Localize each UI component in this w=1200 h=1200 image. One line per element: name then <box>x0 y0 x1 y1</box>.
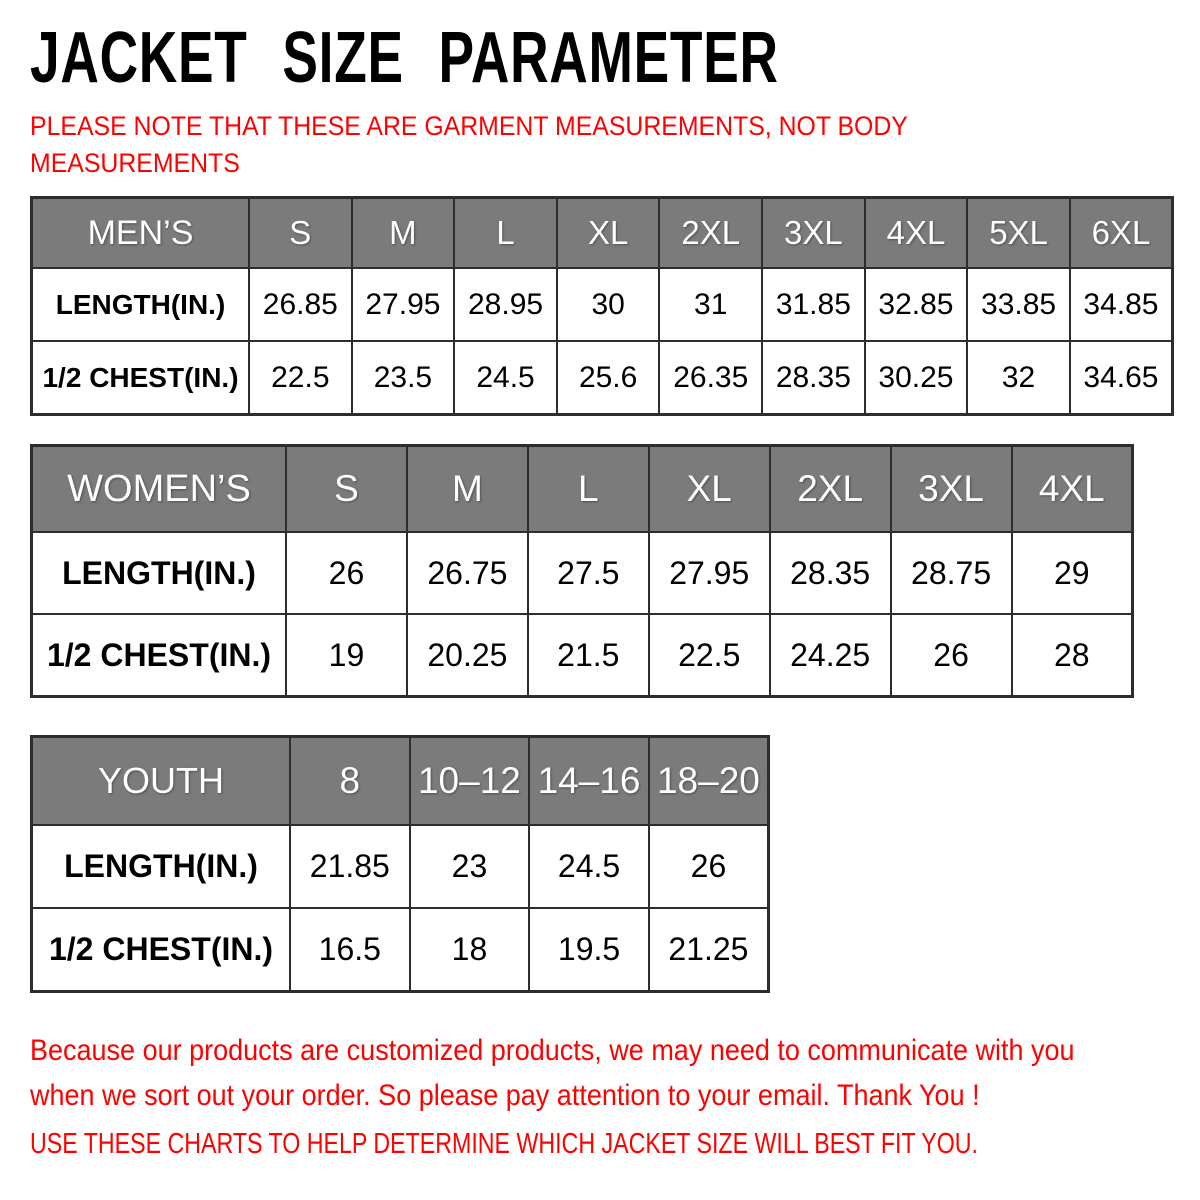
size-value-cell: 23.5 <box>352 341 455 415</box>
footer-note <box>30 1028 1075 1118</box>
size-value-cell: 32 <box>967 341 1070 415</box>
size-value-cell: 21.5 <box>528 614 649 697</box>
size-value-cell: 22.5 <box>249 341 352 415</box>
table-group-header: YOUTH <box>32 737 291 826</box>
size-column-header: 14–16 <box>529 737 649 826</box>
size-column-header: 3XL <box>762 198 865 269</box>
table-row <box>32 341 1173 415</box>
table-row <box>32 268 1173 341</box>
size-column-header: L <box>528 446 649 533</box>
size-column-header: S <box>286 446 407 533</box>
size-column-header: 6XL <box>1070 198 1173 269</box>
table-group-header: WOMEN’S <box>32 446 287 533</box>
size-value-cell: 18 <box>410 908 530 992</box>
size-value-cell: 31.85 <box>762 268 865 341</box>
row-label-cell: LENGTH(IN.) <box>32 268 250 341</box>
size-value-cell: 26.35 <box>659 341 762 415</box>
size-value-cell: 21.25 <box>649 908 769 992</box>
size-value-cell: 28.35 <box>770 532 891 614</box>
size-column-header: 2XL <box>659 198 762 269</box>
size-column-header: 4XL <box>865 198 968 269</box>
note-line: when we sort out your order. So please pay attention to your email. Thank You ! <box>30 1079 980 1112</box>
size-value-cell: 28.75 <box>891 532 1012 614</box>
size-value-cell: 27.5 <box>528 532 649 614</box>
size-column-header: 2XL <box>770 446 891 533</box>
size-column-header: 5XL <box>967 198 1070 269</box>
table-row <box>32 908 769 992</box>
row-label-cell: 1/2 CHEST(IN.) <box>32 908 291 992</box>
size-column-header: M <box>407 446 528 533</box>
mens-size-table <box>30 196 1174 416</box>
size-column-header: 10–12 <box>410 737 530 826</box>
size-value-cell: 24.25 <box>770 614 891 697</box>
size-value-cell: 26.75 <box>407 532 528 614</box>
size-value-cell: 25.6 <box>557 341 660 415</box>
size-value-cell: 16.5 <box>290 908 410 992</box>
size-value-cell: 21.85 <box>290 825 410 908</box>
garment-measurements-note <box>30 108 908 182</box>
page-title: JACKET SIZE PARAMETER <box>30 18 779 98</box>
size-value-cell: 26.85 <box>249 268 352 341</box>
size-value-cell: 26 <box>891 614 1012 697</box>
size-column-header: 4XL <box>1012 446 1133 533</box>
size-column-header: M <box>352 198 455 269</box>
size-value-cell: 30 <box>557 268 660 341</box>
size-value-cell: 23 <box>410 825 530 908</box>
row-label-cell: LENGTH(IN.) <box>32 532 287 614</box>
size-column-header: XL <box>557 198 660 269</box>
table-row <box>32 825 769 908</box>
size-value-cell: 30.25 <box>865 341 968 415</box>
size-value-cell: 26 <box>286 532 407 614</box>
row-label-cell: 1/2 CHEST(IN.) <box>32 341 250 415</box>
size-value-cell: 34.65 <box>1070 341 1173 415</box>
size-column-header: 3XL <box>891 446 1012 533</box>
footer-instruction: USE THESE CHARTS TO HELP DETERMINE WHICH JACKET SIZE WILL BEST FIT YOU. <box>30 1128 978 1160</box>
note-line: PLEASE NOTE THAT THESE ARE GARMENT MEASUREMENTS, NOT BODY <box>30 111 908 141</box>
womens-size-table <box>30 444 1134 698</box>
size-value-cell: 28.95 <box>454 268 557 341</box>
size-value-cell: 19.5 <box>529 908 649 992</box>
size-column-header: S <box>249 198 352 269</box>
note-line: Because our products are customized products, we may need to communicate with you <box>30 1034 1075 1067</box>
size-value-cell: 29 <box>1012 532 1133 614</box>
size-column-header: XL <box>649 446 770 533</box>
size-value-cell: 31 <box>659 268 762 341</box>
table-row <box>32 532 1133 614</box>
size-value-cell: 24.5 <box>454 341 557 415</box>
size-value-cell: 27.95 <box>649 532 770 614</box>
size-value-cell: 22.5 <box>649 614 770 697</box>
size-value-cell: 26 <box>649 825 769 908</box>
size-column-header: L <box>454 198 557 269</box>
size-value-cell: 28 <box>1012 614 1133 697</box>
size-value-cell: 27.95 <box>352 268 455 341</box>
note-line: MEASUREMENTS <box>30 148 240 178</box>
table-row <box>32 614 1133 697</box>
size-column-header: 8 <box>290 737 410 826</box>
youth-size-table <box>30 735 770 993</box>
size-value-cell: 32.85 <box>865 268 968 341</box>
table-group-header: MEN’S <box>32 198 250 269</box>
size-value-cell: 19 <box>286 614 407 697</box>
size-column-header: 18–20 <box>649 737 769 826</box>
size-value-cell: 24.5 <box>529 825 649 908</box>
size-value-cell: 20.25 <box>407 614 528 697</box>
size-value-cell: 33.85 <box>967 268 1070 341</box>
row-label-cell: LENGTH(IN.) <box>32 825 291 908</box>
size-value-cell: 28.35 <box>762 341 865 415</box>
size-value-cell: 34.85 <box>1070 268 1173 341</box>
row-label-cell: 1/2 CHEST(IN.) <box>32 614 287 697</box>
